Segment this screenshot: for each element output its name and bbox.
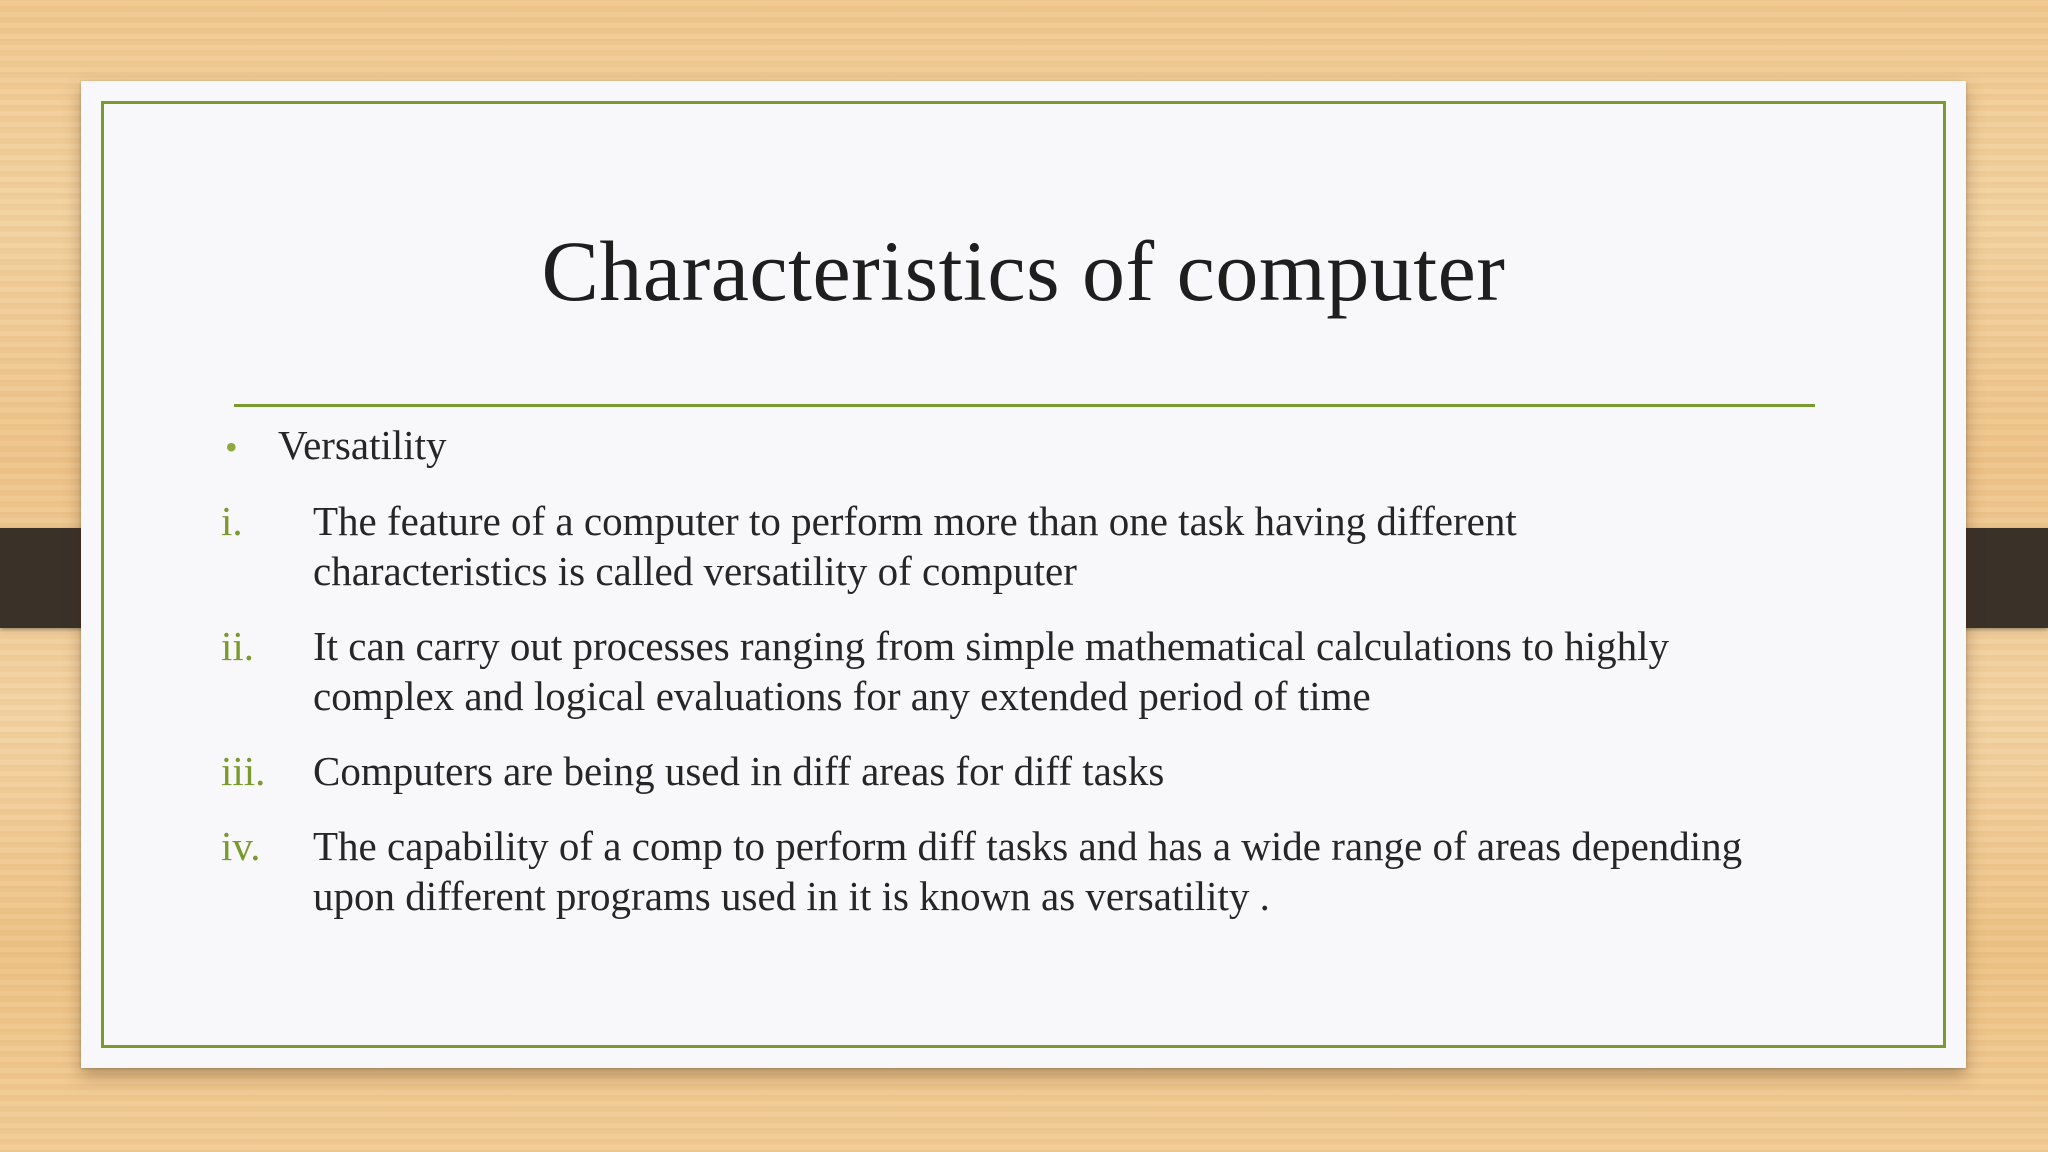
list-item — [221, 496, 1871, 596]
bullet-icon: • — [225, 427, 238, 467]
list-item-text: It can carry out processes ranging from simple mathematical calculations to highly complex and logical evaluations for any extended period of time — [313, 623, 1669, 719]
list-item — [221, 621, 1871, 721]
list-item — [221, 746, 1871, 796]
title-divider — [234, 404, 1815, 407]
list-item-number: iv. — [221, 823, 261, 869]
list-item-text: The capability of a comp to perform diff tasks and has a wide range of areas depending upon different programs used in it is known as versatility . — [313, 823, 1743, 919]
bullet-text: Versatility — [278, 422, 447, 468]
slide-content — [221, 421, 1871, 921]
slide-title: Characteristics of computer — [541, 223, 1506, 319]
list-item-number: iii. — [221, 748, 266, 794]
list-item-text: The feature of a computer to perform more than one task having different characteristics is called versatility of computer — [313, 498, 1517, 594]
bullet-item — [221, 421, 1871, 485]
list-item-text: Computers are being used in diff areas for diff tasks — [313, 748, 1165, 794]
list-item-number: ii. — [221, 623, 255, 669]
slide — [81, 81, 1966, 1068]
list-item — [221, 821, 1871, 921]
list-item-number: i. — [221, 498, 243, 544]
